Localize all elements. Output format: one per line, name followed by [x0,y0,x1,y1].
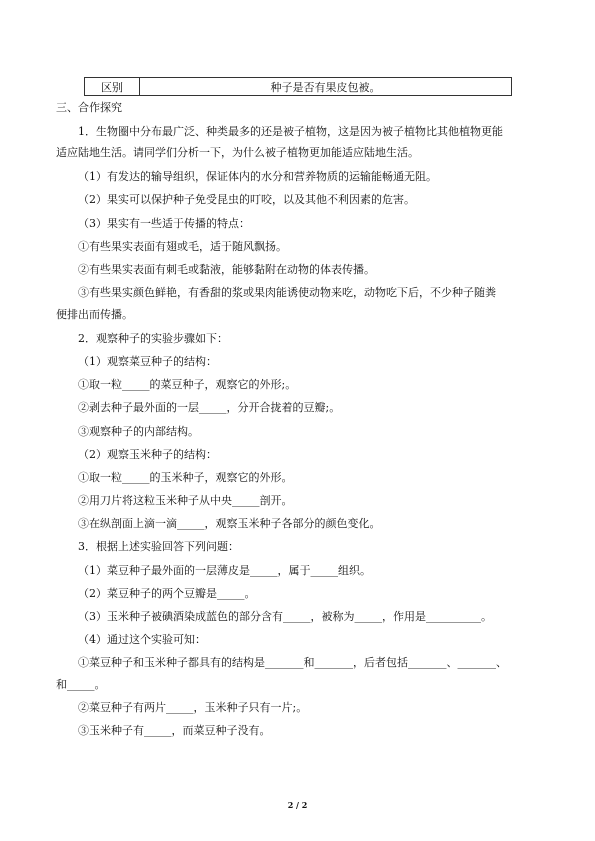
paragraph-line: （3）果实有一些适于传播的特点： [78,217,250,230]
paragraph-line: ①取一粒_____的菜豆种子，观察它的外形;。 [78,378,297,391]
paragraph-line: 便排出而传播。 [56,308,133,321]
paragraph-line: （1）观察菜豆种子的结构： [78,355,217,368]
paragraph-line: ③在纵剖面上滴一滴_____，观察玉米种子各部分的颜色变化。 [78,517,381,530]
paragraph-line: （3）玉米种子被碘酒染成蓝色的部分含有_____，被称为_____，作用是__________。 [78,610,492,623]
paragraph-line: ②菜豆种子有两片_____，玉米种子只有一片;。 [78,701,308,714]
paragraph-line: 1．生物圈中分布最广泛、种类最多的还是被子植物，这是因为被子植物比其他植物更能 [78,125,503,138]
paragraph-line: 2．观察种子的实验步骤如下： [78,332,228,345]
section-title: 三、合作探究 [56,101,122,114]
paragraph-line: （2）观察玉米种子的结构： [78,448,217,461]
difference-table [84,77,512,96]
paragraph-line: 适应陆地生活。请同学们分析一下，为什么被子植物更加能适应陆地生活。 [56,146,419,159]
page-number: 2 / 2 [287,800,308,810]
paragraph-line: ③玉米种子有_____，而菜豆种子没有。 [78,724,271,737]
paragraph-line: 和_____。 [56,678,106,691]
table-value-cell: 种子是否有果皮包被。 [140,78,512,96]
paragraph-line: ①菜豆种子和玉米种子都具有的结构是_______和_______，后者包括_______、_______、 [78,656,507,669]
paragraph-line: ①有些果实表面有翅或毛，适于随风飘扬。 [78,240,287,253]
paragraph-line: 3．根据上述实验回答下列问题： [78,540,239,553]
paragraph-line: （1）菜豆种子最外面的一层薄皮是_____，属于_____组织。 [78,564,371,577]
table-row [85,78,512,96]
paragraph-line: ②用刀片将这粒玉米种子从中央_____剖开。 [78,494,293,507]
paragraph-line: ①取一粒_____的玉米种子，观察它的外形。 [78,471,293,484]
paragraph-line: ②有些果实表面有刺毛或黏液，能够黏附在动物的体表传播。 [78,263,375,276]
paragraph-line: （1）有发达的输导组织，保证体内的水分和营养物质的运输能畅通无阻。 [78,170,437,183]
paragraph-line: ③有些果实颜色鲜艳，有香甜的浆或果肉能诱使动物来吃，动物吃下后，不少种子随粪 [78,286,496,299]
paragraph-line: （2）果实可以保护种子免受昆虫的叮咬，以及其他不利因素的危害。 [78,193,415,206]
paragraph-line: ②剥去种子最外面的一层_____，分开合拢着的豆瓣;。 [78,401,341,414]
paragraph-line: ③观察种子的内部结构。 [78,425,199,438]
paragraph-line: （2）菜豆种子的两个豆瓣是_____。 [78,587,256,600]
paragraph-line: （4）通过这个实验可知： [78,633,206,646]
table-label-cell: 区别 [85,78,140,96]
